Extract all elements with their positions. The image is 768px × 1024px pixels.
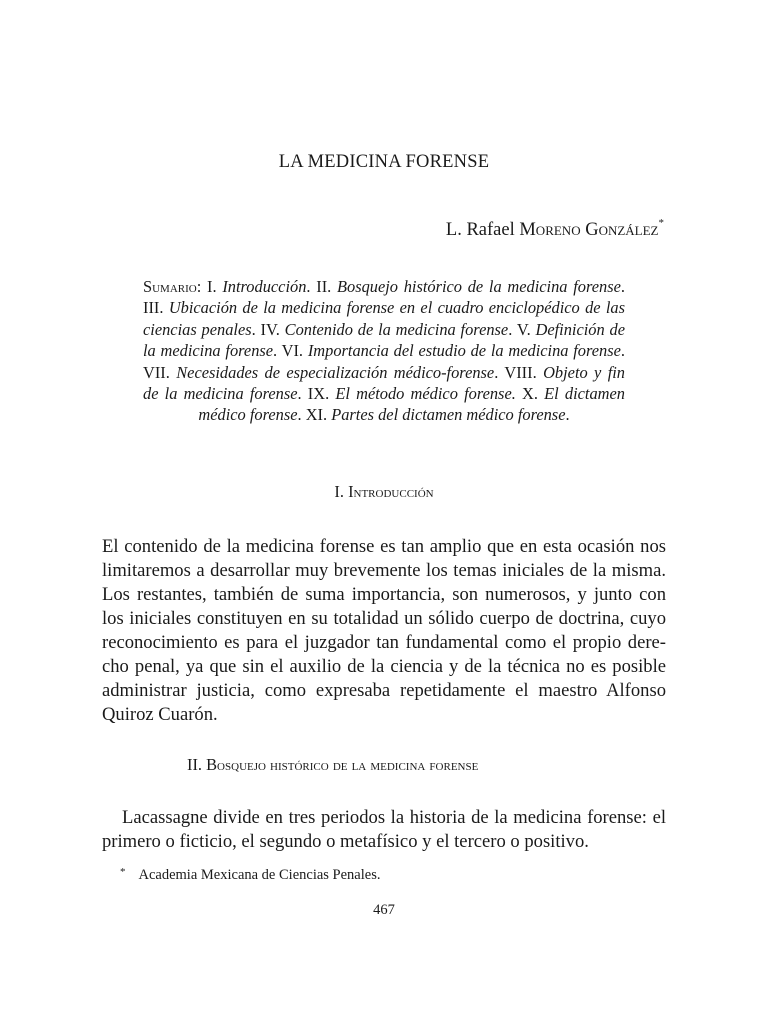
summary-item-5-num: V. [516,319,531,339]
paragraph-line: Quiroz Cuarón. [102,704,218,725]
author-footnote-mark[interactable]: * [658,217,664,229]
summary-item-8-num: VIII. [504,362,537,382]
paragraph-line: reconocimiento es para el juzgador tan fundamental como el propio dere- [102,632,666,653]
summary-item-11-num: XI. [305,405,328,425]
summary-item-5-text: Definición de la medicina forense [143,319,625,361]
section-1-title: Introducción [348,482,434,501]
summary-item-3-text: Ubicación de la medicina forense en el cuadro enciclopédico de las ciencias penales [143,298,625,339]
document-title: LA MEDICINA FORENSE [278,152,490,172]
section-2-title: Bosquejo histórico de la medicina forense [206,755,479,774]
paragraph-line: El contenido de la medicina forense es tan amplio que en esta ocasión nos [102,536,666,557]
author-line [446,219,664,241]
summary-item-9-text: El método médico forense. [335,384,516,404]
section-2-paragraph [102,806,666,854]
summary-item-10-text: El dictamen médico forense [198,384,625,425]
summary-item-11-text: Partes del dictamen médico forense [331,405,566,425]
author-first-name: L. Rafael [445,220,520,241]
summary-item-4-text: Contenido de la medicina forense [284,319,509,339]
paragraph-line: primero o ficticio, el segundo o metafísico y el tercero o positivo. [102,831,589,852]
summary-item-2-num: II. [316,277,332,296]
summary-item-6-text: Importancia del estudio de la medicina forense [307,341,621,361]
summary-item-9-num: IX. [307,384,330,404]
summary-label: Sumario [143,277,197,296]
page-number: 467 [373,902,395,918]
summary-item-1-text: Introducción [222,277,307,296]
paragraph-line: Los restantes, también de suma importancia, son numerosos, y junto con [102,584,666,605]
summary-item-7-text: Necesidades de especialización médico-forense [176,362,495,382]
footnote-text: Academia Mexicana de Ciencias Penales. [138,867,381,883]
summary-item-4-num: IV. [260,319,280,339]
paragraph-line: administrar justicia, como expresaba repetidamente el maestro Alfonso [102,680,666,701]
summary-item-1-num: I. [207,277,217,296]
paragraph-line: Lacassagne divide en tres periodos la historia de la medicina forense: el [122,807,666,828]
summary-block: Sumario: I. Introducción. II. Bosquejo histórico de la medicina forense. III. Ubicación de la medicina forense en el cuadro enciclopédico de las ciencias penales. IV. Contenido de la medicina forense. V. Definición de la medicina forense. VI. Importancia del estudio de la medicina forense. VII. Necesidades de especialización médico-forense. VIII. Objeto y fin de la medicina forense. IX. El método médico forense. X. El dictamen médico forense. XI. Partes del dictamen médico forense. [143,277,626,425]
summary-item-3-num: III. [143,298,164,318]
section-2-heading [187,755,478,775]
summary-item-7-num: VII. [143,362,170,382]
summary-item-8-text: Objeto y fin de la medicina forense [143,362,625,404]
paragraph-line: los iniciales constituyen en su totalidad un sólido cuerpo de doctrina, cuyo [102,608,666,629]
section-1-number: I. [334,482,349,501]
section-1-heading [0,482,768,502]
summary-item-2-text: Bosquejo histórico de la medicina forense [336,277,621,296]
summary-item-6-num: VI. [281,341,304,361]
paragraph-line: cho penal, ya que sin el auxilio de la ciencia y de la técnica no es posible [102,656,666,677]
section-2-number: II. [187,755,207,774]
footnote [120,867,380,884]
footnote-mark: * [120,866,126,878]
section-1-paragraph [102,535,666,727]
paragraph-line: limitaremos a desarrollar muy brevemente los temas iniciales de la misma. [102,560,666,581]
author-last-name: Moreno González [519,220,659,241]
summary-item-10-num: X. [522,384,538,404]
